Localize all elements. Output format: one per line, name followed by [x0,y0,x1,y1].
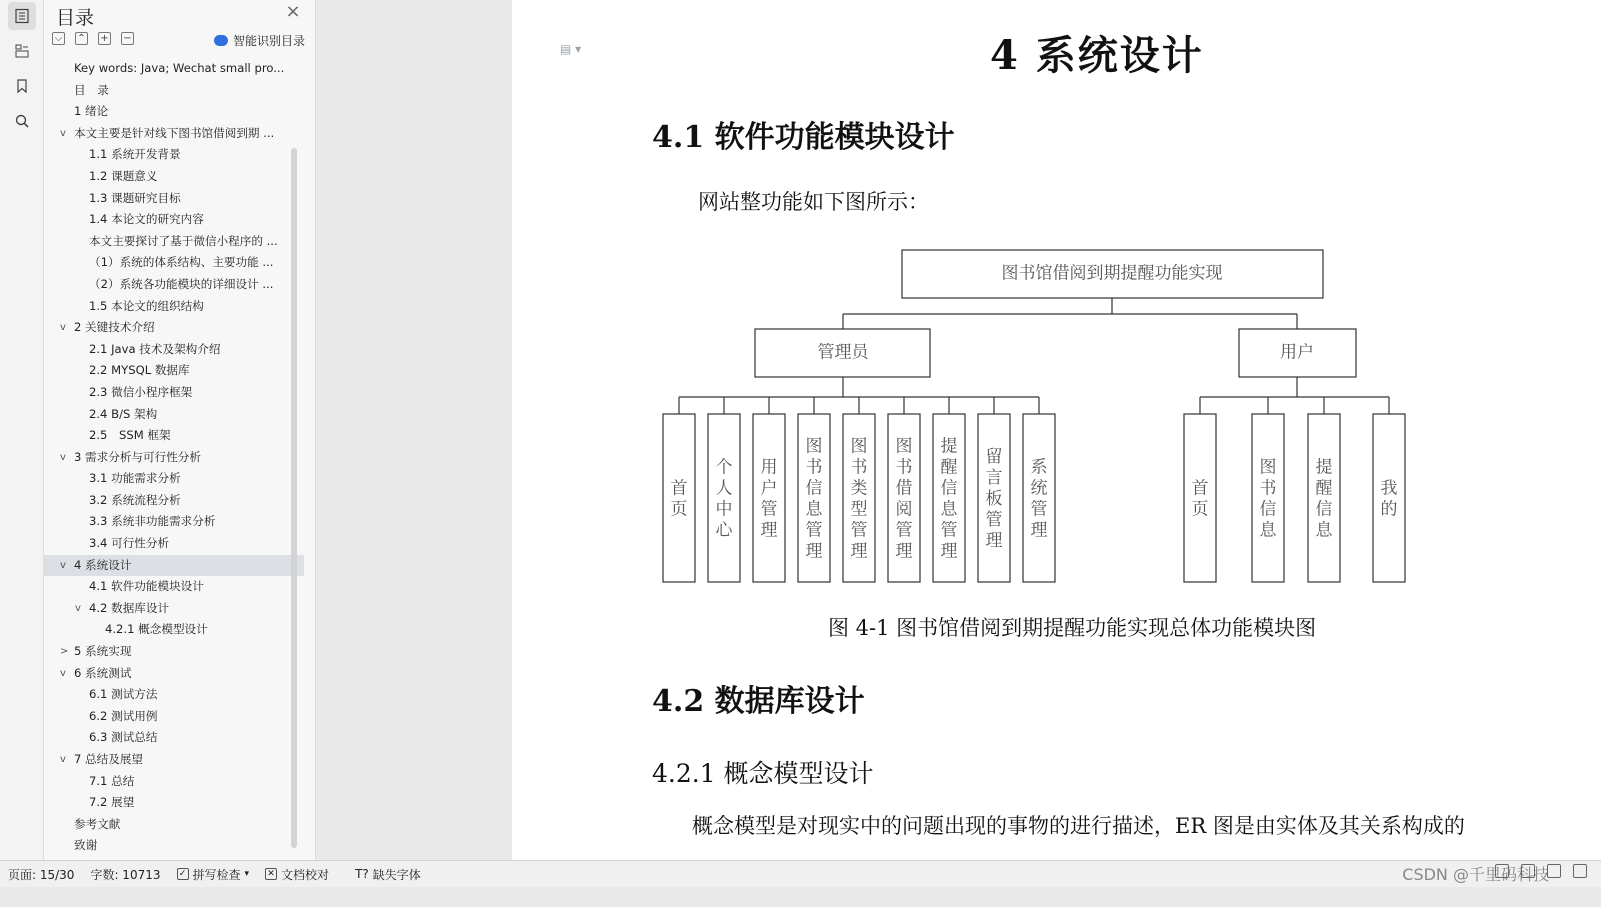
toc-item[interactable] [44,166,304,188]
toc-item[interactable] [44,80,304,102]
toc-item[interactable] [44,835,304,857]
toc-item-label: （2）系统各功能模块的详细设计 ... [89,276,274,291]
page-menu-icon[interactable]: ▤ ▾ [560,42,582,56]
toc-item-label: 7 总结及展望 [74,752,144,766]
toc-item[interactable] [44,814,304,836]
status-bar [0,860,1601,887]
toc-item-label: 参考文献 [74,816,121,831]
left-icon-rail [0,0,44,879]
page-view-icon[interactable] [1521,864,1535,878]
user-box-label: 用户 [1280,342,1314,363]
root-box-label: 图书馆借阅到期提醒功能实现 [1001,263,1223,284]
module-box-label: 图书借阅管理 [895,436,913,562]
document-page [512,0,1601,860]
section-heading-4-1: 4.1 软件功能模块设计 [652,120,955,155]
spellcheck-button[interactable] [169,866,258,883]
module-box-label: 个人中心 [715,457,733,541]
toc-item-label: 7.1 总结 [89,773,135,788]
toc-item[interactable] [44,598,304,620]
toc-item[interactable] [44,101,304,123]
chapter-heading: 4 系统设计 [990,32,1204,79]
toc-item-label: 2.2 MYSQL 数据库 [89,363,190,378]
watermark: CSDN @千里码科技 [1402,865,1549,884]
toc-item[interactable] [44,684,304,706]
toc-item-label: 5 系统实现 [74,644,132,659]
toc-item[interactable] [44,663,304,685]
missing-font-icon: T? [355,867,369,881]
outline-icon[interactable] [8,37,36,65]
toc-item-label: 本文主要是针对线下图书馆借阅到期 ... [74,125,275,140]
chevron-down-icon: ▾ [244,869,250,879]
check-icon: ✓ [177,868,189,880]
toc-item-label: 1.4 本论文的研究内容 [89,212,204,227]
toc-item[interactable] [44,533,304,555]
toc-item-label: 7.2 展望 [89,795,135,810]
toc-item[interactable] [44,58,304,80]
toc-item[interactable] [44,317,304,339]
chevron-down-icon[interactable]: v [60,127,66,139]
toc-item[interactable] [44,490,304,512]
toc-item-label: 3 需求分析与可行性分析 [74,449,201,464]
toc-item[interactable] [44,511,304,533]
toc-item-label: （1）系统的体系结构、主要功能 ... [89,255,274,270]
missing-fonts-button[interactable] [337,866,429,883]
toc-item-label: 2.5 SSM 框架 [89,428,171,443]
page-indicator[interactable]: 页面: 15/30 [8,867,75,882]
toc-item[interactable] [44,771,304,793]
toc-item[interactable] [44,641,304,663]
toc-item-label: 2 关键技术介绍 [74,320,155,335]
missing-fonts-label: 缺失字体 [372,867,421,882]
add-heading-icon[interactable]: + [98,32,111,45]
toc-item[interactable] [44,123,304,145]
toc-item[interactable] [44,360,304,382]
module-box-label: 提醒信息管理 [940,436,958,562]
toc-item[interactable] [44,296,304,318]
module-box-label: 图书信息管理 [805,436,823,562]
word-count[interactable]: 字数: 10713 [90,867,161,882]
search-icon[interactable] [8,107,36,135]
toc-scrollbar[interactable] [291,148,297,848]
module-box-label: 首页 [1191,478,1209,520]
toc-item-label: 6.1 测试方法 [89,687,158,702]
smart-toc-label: 智能识别目录 [232,34,305,48]
toc-item[interactable] [44,576,304,598]
expand-up-icon[interactable]: ⌃ [75,32,88,45]
chevron-down-icon[interactable]: v [60,559,66,571]
toc-item-label: 3.4 可行性分析 [89,536,170,551]
section-heading-4-2: 4.2 数据库设计 [652,684,865,719]
toc-item-label: 4.1 软件功能模块设计 [89,579,204,594]
toc-item[interactable] [44,447,304,469]
toc-item[interactable] [44,749,304,771]
toc-item-label: 3.1 功能需求分析 [89,471,181,486]
view-mode-buttons [1495,864,1587,878]
toc-item[interactable] [44,252,304,274]
smart-toc-button[interactable] [214,32,305,49]
chevron-down-icon[interactable]: v [60,322,66,334]
toc-item-label: Key words: Java; Wechat small pro... [74,61,285,75]
toc-item[interactable] [44,425,304,447]
toc-item-label: 3.2 系统流程分析 [89,492,181,507]
body-paragraph: 概念模型是对现实中的问题出现的事物的进行描述，ER 图是由实体及其关系构成的 [692,814,1465,838]
bookmark-icon[interactable] [8,72,36,100]
toc-item[interactable] [44,404,304,426]
toc-item-label: 6 系统测试 [74,665,132,680]
module-box-label: 图书类型管理 [850,436,868,562]
admin-box-label: 管理员 [817,342,869,363]
toc-toolbar [52,32,134,45]
toc-item-label: 本文主要探讨了基于微信小程序的 ... [89,233,278,248]
document-area [316,0,1601,860]
toc-item-label: 目 录 [74,82,109,97]
proofread-label: 文档校对 [281,867,330,882]
toc-item-label: 1.3 课题研究目标 [89,190,181,205]
toc-item-label: 2.1 Java 技术及架构介绍 [89,341,221,356]
module-box-label: 首页 [670,478,688,520]
module-box-label: 提醒信息 [1315,457,1333,541]
toc-item[interactable] [44,209,304,231]
chevron-down-icon[interactable]: v [75,602,81,614]
toc-item[interactable] [44,706,304,728]
remove-heading-icon[interactable]: − [121,32,134,45]
toc-item[interactable] [44,727,304,749]
toc-item[interactable] [44,792,304,814]
toc-item-label: 1 绪论 [74,104,109,119]
figure-caption: 图 4-1 图书馆借阅到期提醒功能实现总体功能模块图 [828,616,1317,640]
toc-item-label: 2.4 B/S 架构 [89,406,158,421]
chevron-right-icon[interactable]: > [60,646,69,658]
toc-item[interactable] [44,619,304,641]
toc-item[interactable] [44,555,304,577]
toc-item-label: 4.2 数据库设计 [89,600,170,615]
toc-title: 目录 [56,7,95,29]
module-box-label: 图书信息 [1259,457,1277,541]
module-box-label: 留言板管理 [985,447,1003,551]
toc-item[interactable] [44,274,304,296]
cloud-ai-icon [214,35,228,46]
toc-item[interactable] [44,382,304,404]
chevron-down-icon[interactable]: v [60,451,66,463]
proofread-button[interactable] [257,866,337,883]
toc-item[interactable] [44,231,304,253]
spellcheck-label: 拼写检查 [192,867,241,882]
toc-item-label: 6.3 测试总结 [89,730,158,745]
toc-item-label: 1.1 系统开发背景 [89,147,181,162]
toc-item-label: 4 系统设计 [74,557,132,572]
web-view-icon[interactable] [1573,864,1587,878]
chevron-down-icon[interactable]: v [60,667,66,679]
toc-item-label: 2.3 微信小程序框架 [89,384,193,399]
read-mode-icon[interactable] [1495,864,1509,878]
chevron-down-icon[interactable]: v [60,754,66,765]
toc-item-label: 4.2.1 概念模型设计 [105,622,208,637]
function-module-diagram [652,240,1412,600]
module-box-label: 系统管理 [1030,457,1048,541]
module-box-label: 用户管理 [760,457,778,541]
toc-item[interactable] [44,468,304,490]
toc-item-label: 3.3 系统非功能需求分析 [89,514,216,529]
toc-list [44,58,304,857]
module-box-label: 我的 [1380,478,1398,520]
toc-icon[interactable] [8,2,36,30]
outline-view-icon[interactable] [1547,864,1561,878]
toc-panel [44,0,316,879]
toc-item-label: 致谢 [74,838,98,853]
toc-item-label: 6.2 测试用例 [89,708,158,723]
proofread-icon: ✕ [265,868,277,880]
intro-paragraph: 网站整功能如下图所示： [698,190,929,214]
bottom-strip [0,887,1601,907]
toc-item[interactable] [44,144,304,166]
toc-item[interactable] [44,188,304,210]
toc-item[interactable] [44,339,304,361]
toc-item-label: 1.2 课题意义 [89,168,158,183]
section-heading-4-2-1: 4.2.1 概念模型设计 [652,759,874,788]
collapse-all-icon[interactable]: ⌵ [52,32,65,45]
close-icon[interactable]: × [285,1,301,22]
toc-item-label: 1.5 本论文的组织结构 [89,298,204,313]
